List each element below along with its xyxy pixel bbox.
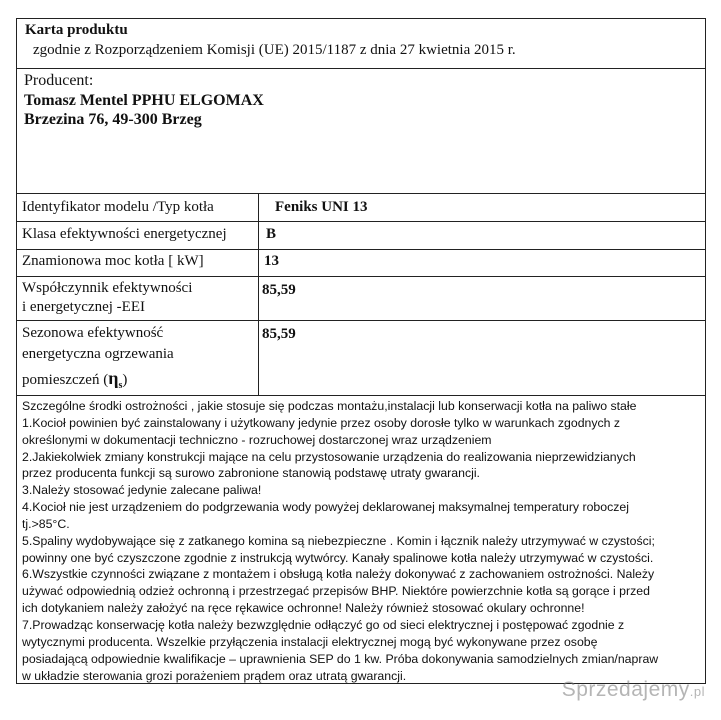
- param-value-model: Feniks UNI 13: [275, 199, 368, 215]
- param-value-eei: 85,59: [262, 282, 296, 298]
- safety-note-line: 4.Kocioł nie jest urządzeniem do podgrzewania wody powyżej deklarowanej maksymalnej temperatury roboczej: [22, 500, 629, 515]
- safety-note-line: 3.Należy stosować jedynie zalecane paliwa!: [22, 483, 262, 498]
- watermark-text: Sprzedajemy: [561, 678, 690, 701]
- safety-note-line: 6.Wszystkie czynności związane z montażem i obsługą kotła należy dokonywać z zachowaniem ostrożności. Należy: [22, 567, 655, 582]
- producer-name: Tomasz Mentel PPHU ELGOMAX: [24, 92, 264, 109]
- safety-note-line: posiadającą odpowiednie kwalifikacje – uprawnienia SEP do 1 kw. Próba dokonywania samodzielnych zmian/napraw: [22, 651, 659, 666]
- producer-address: Brzezina 76, 49-300 Brzeg: [24, 111, 202, 128]
- safety-note-line: ich dotykaniem należy założyć na ręce rękawice ochronne! Należy również stosować okulary ochronne!: [22, 601, 585, 616]
- regulation-subtitle: zgodnie z Rozporządzeniem Komisji (UE) 2015/1187 z dnia 27 kwietnia 2015 r.: [33, 42, 516, 58]
- param-label-eei: i energetycznej -EEI: [22, 299, 145, 315]
- table-column-divider: [258, 193, 259, 395]
- divider: [16, 193, 706, 194]
- safety-notes: [22, 398, 702, 684]
- table-row-divider: [16, 249, 706, 250]
- producer-label: Producent:: [24, 72, 94, 89]
- safety-note-line: 1.Kocioł powinien być zainstalowany i użytkowany jedynie przez osoby dorosłe tylko w warunkach zgodnych z: [22, 415, 621, 430]
- param-value-energy-class: B: [266, 226, 277, 242]
- param-label-model: Identyfikator modelu /Typ kotła: [22, 199, 214, 215]
- param-value-nominal-power: 13: [264, 253, 279, 269]
- param-label-seasonal-efficiency: energetyczna ogrzewania: [22, 346, 174, 362]
- safety-note-line: 2.Jakiekolwiek zmiany konstrukcji mające na celu przystosowanie urządzenia do realizowania nieprzewidzianych: [22, 449, 636, 464]
- safety-note-line: tj.>85°C.: [22, 516, 70, 531]
- safety-note-line: wytycznymi producenta. Wszelkie przyłączenia instalacji elektrycznej mogą być wykonywane przez osobę: [22, 634, 598, 649]
- param-label-eei: Współczynnik efektywności: [22, 280, 193, 296]
- watermark-suffix: .pl: [689, 684, 705, 699]
- safety-note-line: 5.Spaliny wydobywające się z zatkanego komina są niebezpieczne . Komin i łącznik należy utrzymywać w czystości;: [22, 533, 655, 548]
- safety-note-line: przez producenta funkcji są surowo zabronione stanowią podstawę utraty gwarancji.: [22, 466, 480, 481]
- table-row-divider: [16, 221, 706, 222]
- table-row-divider: [16, 276, 706, 277]
- param-label-nominal-power: Znamionowa moc kotła [ kW]: [22, 253, 204, 269]
- safety-note-line: używać odpowiednią odzież ochronną i przestrzegać przepisów BHP. Niektóre powierzchnie kotła są gorące i przed: [22, 584, 650, 599]
- table-row-divider: [16, 320, 706, 321]
- safety-note-line: Szczególne środki ostrożności , jakie stosuje się podczas montażu,instalacji lub konserwacji kotła na paliwo stałe: [22, 399, 637, 413]
- watermark: [562, 678, 705, 702]
- safety-note-line: 7.Prowadząc konserwację kotła należy bezwzględnie odłączyć go od sieci elektrycznej i postępować zgodnie z: [22, 617, 625, 632]
- safety-note-line: powinny one być czyszczone zgodnie z instrukcją wytwórcy. Kanały spalinowe kotła należy utrzymywać w czystości.: [22, 550, 654, 565]
- param-label-seasonal-efficiency: Sezonowa efektywność: [22, 325, 164, 341]
- safety-note-line: określonymi w dokumentacji techniczno - rozruchowej dostarczonej wraz urządzeniem: [22, 432, 492, 447]
- param-label-seasonal-efficiency: pomieszczeń $(\eta_s)$: [22, 368, 128, 391]
- divider: [16, 395, 706, 396]
- divider: [16, 68, 706, 69]
- page-title: Karta produktu: [25, 22, 128, 38]
- param-label-energy-class: Klasa efektywności energetycznej: [22, 226, 227, 242]
- param-value-seasonal-efficiency: 85,59: [262, 326, 296, 342]
- safety-note-line: w układzie sterowania grozi porażeniem prądem oraz utratą gwarancji.: [22, 668, 407, 683]
